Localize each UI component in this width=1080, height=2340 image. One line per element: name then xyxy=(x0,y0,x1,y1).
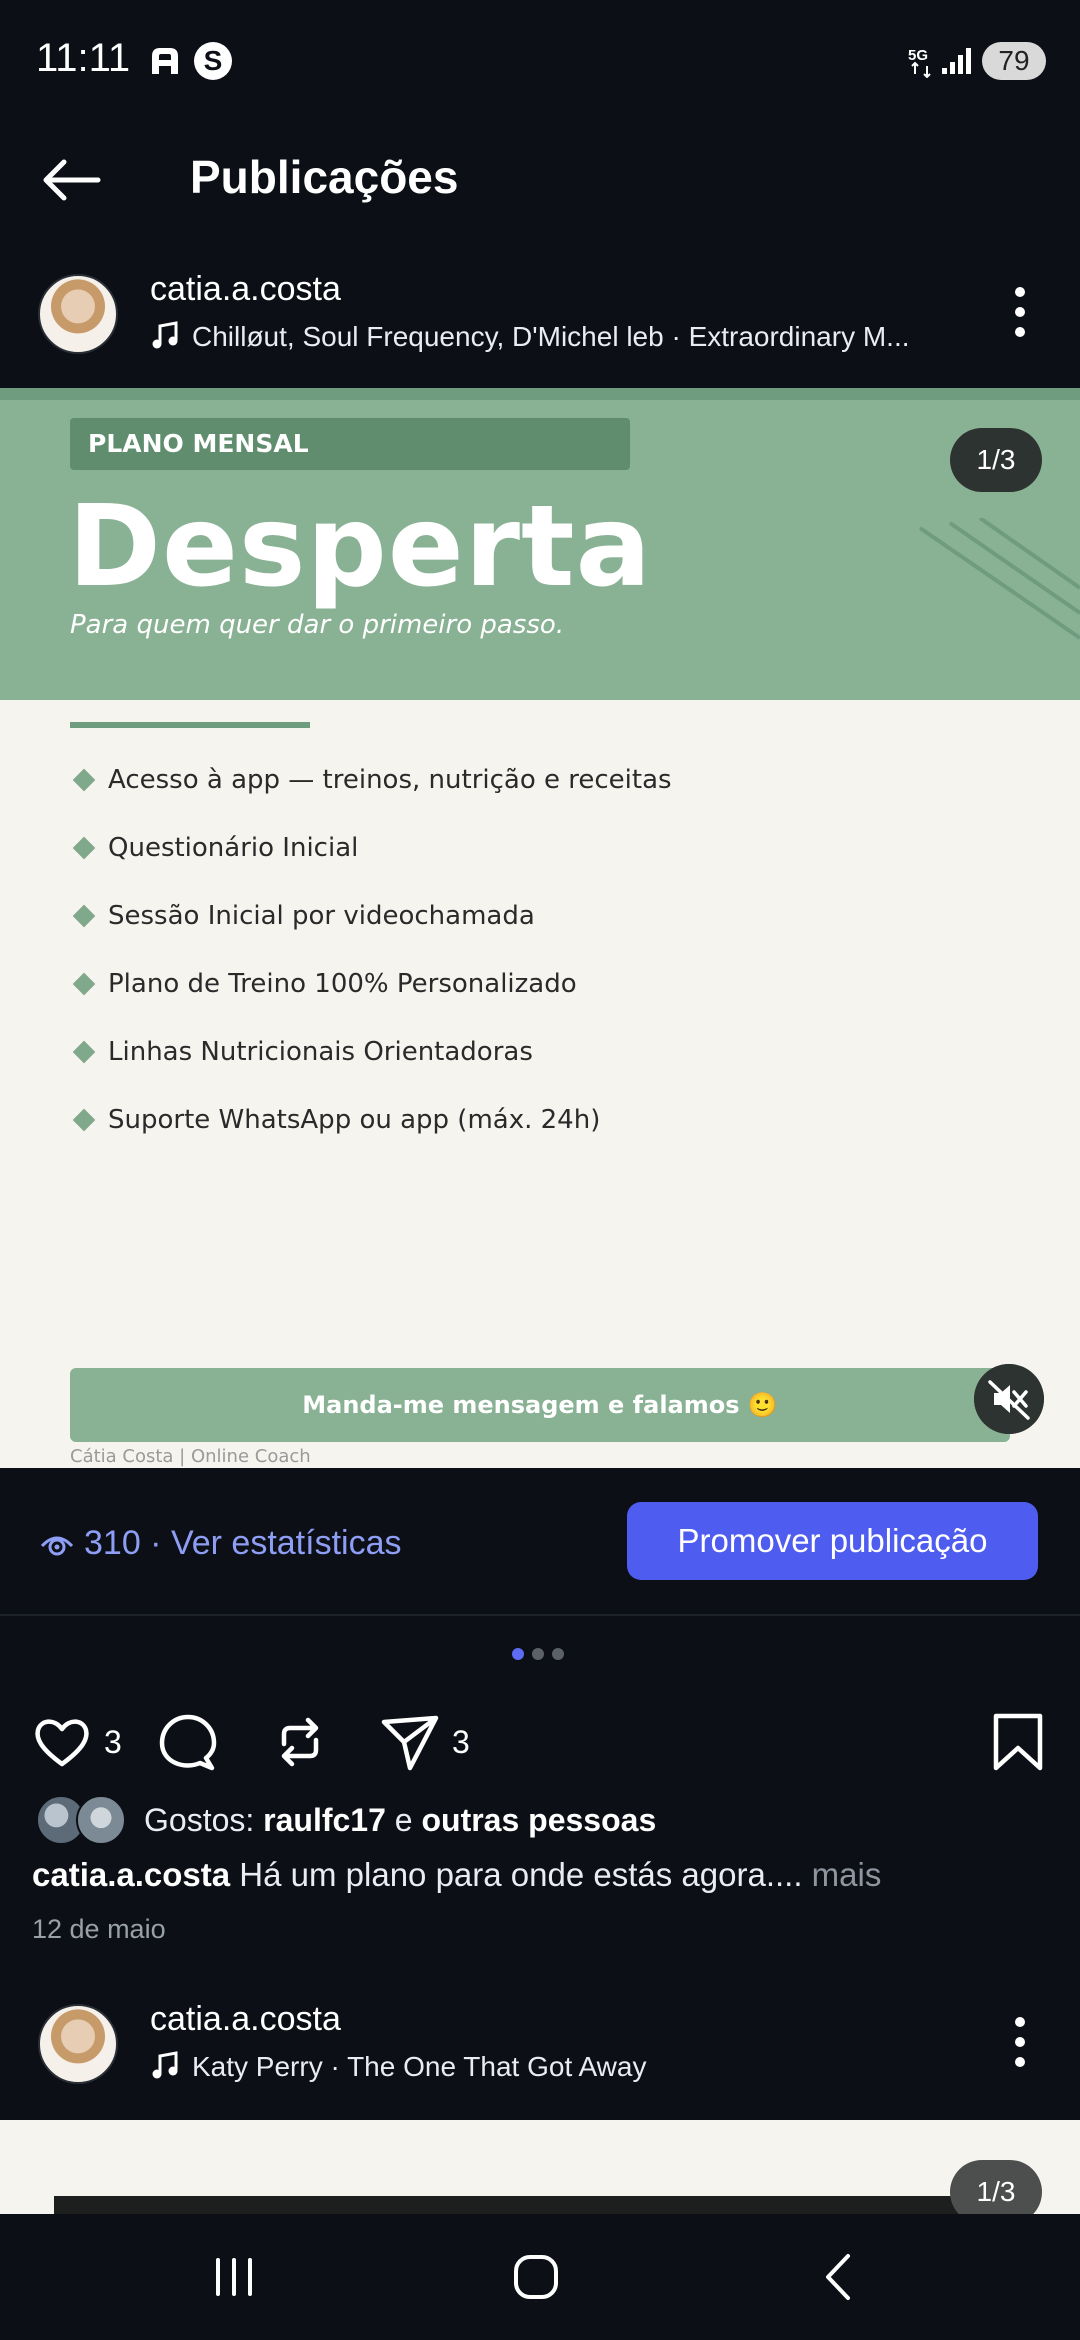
repost-action xyxy=(270,1712,330,1772)
page-title: Publicações xyxy=(190,151,459,203)
carousel-dot xyxy=(552,1648,564,1660)
likes-count: 3 xyxy=(104,1723,122,1760)
feature-list xyxy=(72,746,672,1154)
save-action xyxy=(988,1712,1048,1772)
music-note-icon xyxy=(150,2050,180,2080)
app-a-icon xyxy=(148,44,182,78)
app-s-icon: S xyxy=(194,42,232,80)
more-options-icon[interactable] xyxy=(1000,2012,1040,2072)
post-caption[interactable] xyxy=(32,1856,881,1894)
avatar[interactable] xyxy=(38,2004,118,2084)
views-text: 310 · Ver estatísticas xyxy=(84,1524,402,1562)
feature-item: Sessão Inicial por videochamada xyxy=(72,882,672,950)
mute-icon[interactable] xyxy=(974,1364,1044,1434)
diamond-bullet-icon xyxy=(73,769,96,792)
feature-item: Acesso à app — treinos, nutrição e receitas xyxy=(72,746,672,814)
heart-icon[interactable] xyxy=(32,1712,92,1772)
caption-more-link[interactable]: mais xyxy=(811,1856,882,1893)
music-text: Chilløut, Soul Frequency, D'Michel leb · Extraordinary M... xyxy=(192,321,910,352)
status-time: 11:11 xyxy=(36,36,131,80)
slide-divider xyxy=(70,722,310,728)
post-header xyxy=(0,238,1080,388)
view-insights-link[interactable] xyxy=(40,1524,402,1563)
like-action xyxy=(32,1712,122,1772)
comment-action xyxy=(158,1712,218,1772)
more-options-icon[interactable] xyxy=(1000,282,1040,342)
post-date: 12 de maio xyxy=(32,1914,166,1944)
recent-apps-icon[interactable] xyxy=(194,2244,274,2310)
stats-row xyxy=(0,1468,1080,1616)
carousel-dot-active xyxy=(512,1648,524,1660)
battery-indicator: 79 xyxy=(982,42,1046,80)
carousel-indicator xyxy=(512,1648,564,1660)
header xyxy=(0,120,1080,240)
slide-counter: 1/3 xyxy=(950,428,1042,492)
diamond-bullet-icon xyxy=(73,973,96,996)
liker-username[interactable]: raulfc17 xyxy=(263,1801,386,1838)
next-post-slide[interactable] xyxy=(0,2120,1080,2214)
carousel-dot xyxy=(532,1648,544,1660)
status-bar xyxy=(0,0,1080,120)
diamond-bullet-icon xyxy=(73,837,96,860)
likes-others[interactable]: outras pessoas xyxy=(421,1801,657,1838)
music-text: Katy Perry · The One That Got Away xyxy=(192,2051,647,2082)
music-note-icon xyxy=(150,320,180,350)
liker-avatars xyxy=(36,1795,128,1845)
slide-title: Desperta xyxy=(68,482,653,612)
action-bar xyxy=(0,1690,1080,1790)
slide-counter: 1/3 xyxy=(950,2160,1042,2214)
next-post-header xyxy=(0,1968,1080,2118)
music-info[interactable] xyxy=(150,320,940,353)
diamond-bullet-icon xyxy=(73,1109,96,1132)
music-info[interactable] xyxy=(150,2050,940,2083)
slide-subtitle: Para quem quer dar o primeiro passo. xyxy=(70,610,565,640)
slide-cta-banner: Manda-me mensagem e falamos 🙂 xyxy=(70,1368,1010,1442)
shares-count: 3 xyxy=(452,1723,470,1760)
svg-text:5G: 5G xyxy=(908,47,929,64)
slide-footer: Cátia Costa | Online Coach xyxy=(70,1446,311,1467)
diamond-bullet-icon xyxy=(73,905,96,928)
repost-icon[interactable] xyxy=(270,1712,330,1772)
feature-item: Plano de Treino 100% Personalizado xyxy=(72,950,672,1018)
avatar[interactable] xyxy=(38,274,118,354)
likes-prefix: Gostos: xyxy=(144,1801,255,1838)
post-username[interactable]: catia.a.costa xyxy=(150,2000,341,2038)
decorative-lines xyxy=(910,518,1080,658)
avatar xyxy=(76,1795,126,1845)
likes-summary[interactable] xyxy=(36,1792,656,1848)
caption-text: Há um plano para onde estás agora.... xyxy=(239,1856,803,1893)
caption-username[interactable]: catia.a.costa xyxy=(32,1856,231,1893)
post-slide[interactable] xyxy=(0,388,1080,1468)
feature-item: Questionário Inicial xyxy=(72,814,672,882)
promote-button[interactable]: Promover publicação xyxy=(627,1502,1038,1580)
system-nav-bar xyxy=(0,2214,1080,2340)
share-action xyxy=(380,1712,470,1772)
share-send-icon[interactable] xyxy=(380,1712,440,1772)
post-username[interactable]: catia.a.costa xyxy=(150,270,341,308)
feature-item: Suporte WhatsApp ou app (máx. 24h) xyxy=(72,1086,672,1154)
feature-item: Linhas Nutricionais Orientadoras xyxy=(72,1018,672,1086)
signal-icon xyxy=(940,44,976,78)
home-icon[interactable] xyxy=(496,2244,576,2310)
eye-icon xyxy=(40,1530,74,1558)
diamond-bullet-icon xyxy=(73,1041,96,1064)
bookmark-icon[interactable] xyxy=(988,1712,1048,1772)
slide-image-strip xyxy=(54,2196,1026,2214)
back-arrow-icon[interactable] xyxy=(36,150,106,210)
likes-joiner: e xyxy=(394,1801,413,1838)
plan-label: PLANO MENSAL xyxy=(70,418,630,470)
back-nav-icon[interactable] xyxy=(800,2244,880,2310)
network-5g-icon xyxy=(906,44,942,78)
comment-icon[interactable] xyxy=(158,1712,218,1772)
